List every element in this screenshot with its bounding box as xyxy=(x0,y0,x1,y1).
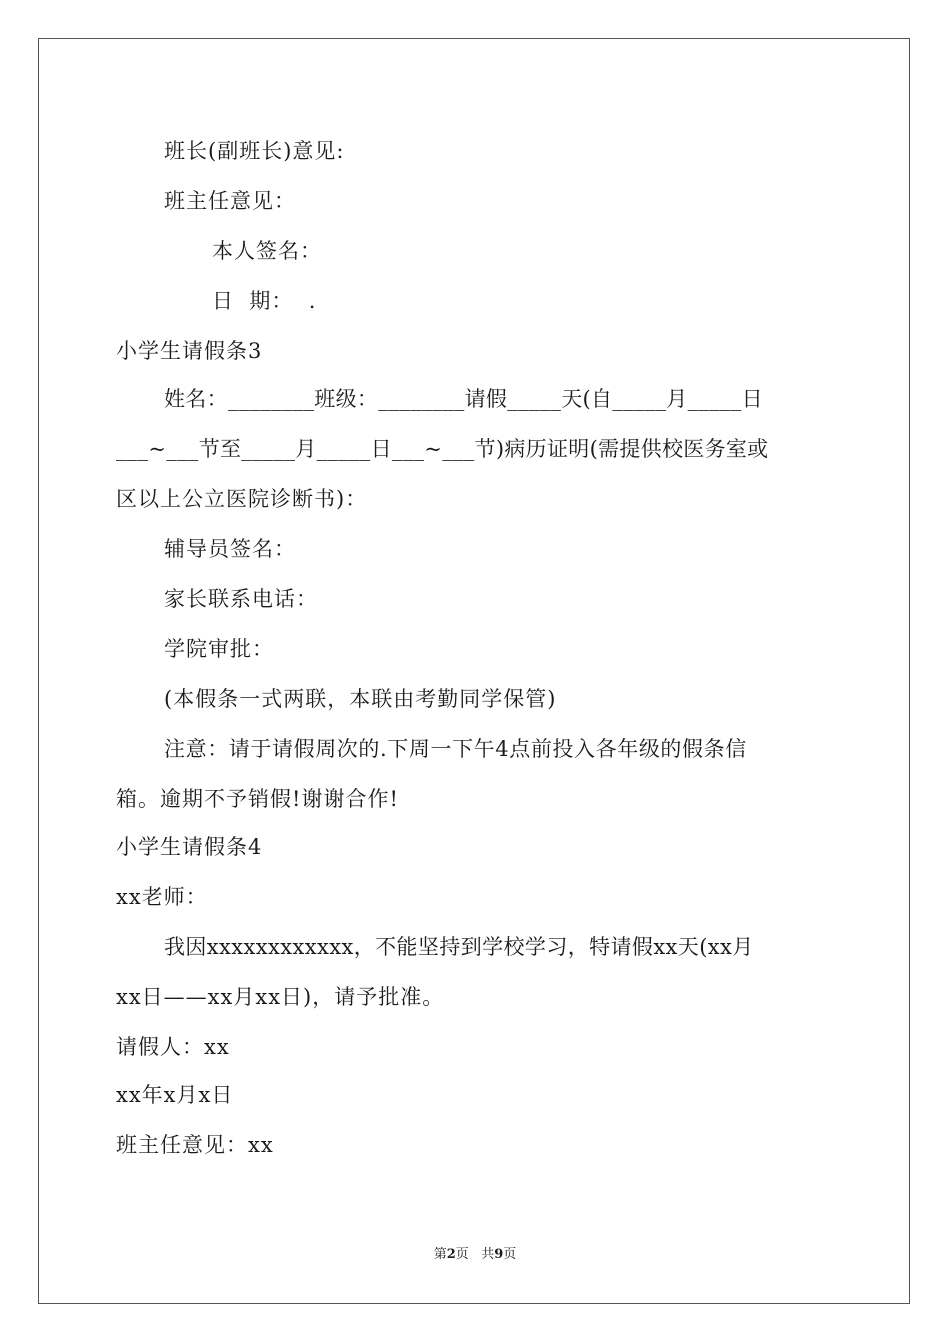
page-frame xyxy=(38,38,910,1304)
section-title-3: 小学生请假条3 xyxy=(116,339,263,363)
applicant-line: 请假人：xx xyxy=(116,1035,230,1059)
head-teacher-opinion-line: 班主任意见： xyxy=(164,189,296,213)
period-medical-line: ___~___节至_____月_____日___~___节)病历证明(需提供校医务室或 xyxy=(116,437,769,461)
counselor-signature-line: 辅导员签名： xyxy=(164,537,296,561)
page-suffix: 页 xyxy=(455,1247,469,1262)
application-date-line: xx年x月x日 xyxy=(116,1083,234,1107)
section-title-4: 小学生请假条4 xyxy=(116,835,263,859)
total-prefix: 共 xyxy=(481,1247,495,1262)
notice-line: 注意：请于请假周次的.下周一下午4点前投入各年级的假条信 xyxy=(164,737,747,761)
name-class-leave-line: 姓名：________班级：________请假_____天(自_____月_____日 xyxy=(164,387,763,411)
total-suffix: 页 xyxy=(503,1247,517,1262)
duplicate-note-line: (本假条一式两联，本联由考勤同学保管) xyxy=(164,687,557,711)
page-prefix: 第 xyxy=(433,1247,447,1262)
hospital-diagnosis-line: 区以上公立医院诊断书)： xyxy=(116,487,368,511)
leave-period-line: xx日——xx月xx日)，请予批准。 xyxy=(116,985,445,1009)
total-pages-number: 9 xyxy=(494,1247,504,1262)
parent-phone-line: 家长联系电话： xyxy=(164,587,318,611)
monitor-opinion-line: 班长(副班长)意见: xyxy=(164,139,345,163)
notice-continued-line: 箱。逾期不予销假!谢谢合作! xyxy=(116,787,399,811)
page-footer xyxy=(0,1246,950,1264)
leave-reason-line: 我因xxxxxxxxxxxx，不能坚持到学校学习，特请假xx天(xx月 xyxy=(164,935,754,959)
self-signature-line: 本人签名： xyxy=(212,239,322,263)
head-teacher-comment-line: 班主任意见：xx xyxy=(116,1133,274,1157)
current-page-number: 2 xyxy=(446,1247,456,1262)
college-approval-line: 学院审批： xyxy=(164,637,274,661)
date-line: 日 期： . xyxy=(212,289,317,313)
salutation-line: xx老师： xyxy=(116,885,208,909)
